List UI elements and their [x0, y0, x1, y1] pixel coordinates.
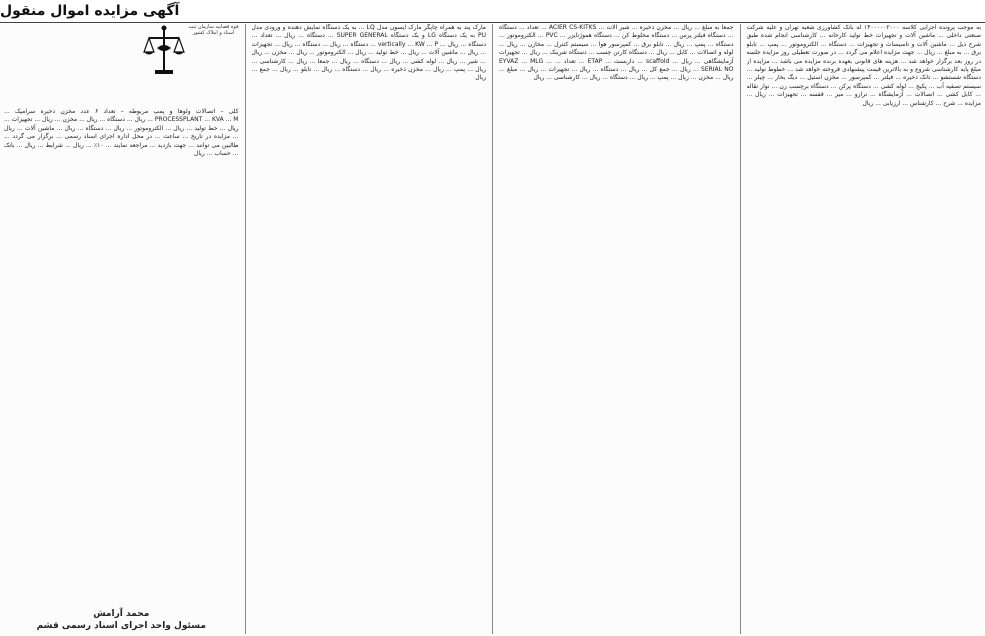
notice-title: آگهی مزایده اموال منقول — [0, 3, 180, 19]
column-text: مارک پند به همراه چاپگر مارک ایسون مدل LQ ... به یک دستگاه نمایش دهنده و ورودی مدل PU به یک دستگاه LG و یک دستگاه SUPER GENERAL ... دستگاه ... ریال ... تعداد ... دستگاه ... ریال ... vertically ... KW ... P ... دستگاه ... ریال ... دستگاه ... ریال ... تجهیزات ... ریال ... ماشین آلات ... ریال ... خط تولید ... ریال ... الکتروموتور ... ریال ... مخزن ... ریال ... شیر ... ریال ... لوله کشی ... ریال ... دستگاه ... ریال ... جمعا ... ریال ... کارشناسی ... ریال ... پمپ ... ریال ... مخزن ذخیره ... ریال ... دستگاه ... ریال ... تابلو ... ریال ... جمع ... ریال — [251, 24, 486, 82]
signature-name: محمد آرامش — [93, 609, 150, 619]
column-divider — [740, 24, 741, 634]
column-text: کلی – اتصالات ولوها و پمپ مربوطه – تعداد ۶ عدد مخزن ذخیره سرامیک ... PROCESSPLANT ... KVA ... M ... ریال ... دستگاه ... ریال ... مخزن ... ریال ... تجهیزات ... ریال ... خط تولید ... ریال ... الکتروموتور ... ریال ... دستگاه ... ریال ... ماشین آلات ... ریال ... مزایده در تاریخ ... ساعت ... در محل اداره اجرای اسناد رسمی ... برگزار می گردد ... طالبین می توانند ... جهت بازدید ... مراجعه نمایند ... ۱۰٪ ... ریال ... شرایط ... ریال ... بانک ... حساب ... ریال — [4, 108, 239, 158]
column-divider — [245, 24, 246, 634]
column-divider — [492, 24, 493, 634]
column-text: جمعا به مبلغ ... ریال ... مخزن ذخیره ... شیر آلات ... ACIER CS-KITKS ... تعداد ... دستگاه ... دستگاه فیلتر پرس ... دستگاه مخلوط کن ... دستگاه هموژنایزر ... PVC ... الکتروموتور ... دستگاه ... پمپ ... ریال ... تابلو برق ... کمپرسور هوا ... سیستم کنترل ... مخازن ... ریال ... لوله و اتصالات ... کابل ... ریال ... دستگاه کارتن چسب ... دستگاه شرینک ... ریال ... تجهیزات آزمایشگاهی ... ریال ... scaffold ... داربست ... ETAP ... تعداد ... EYVAZ ... MLG ... SERIAL NO ... ریال ... جمع کل ... ریال ... دستگاه ... ریال ... تجهیزات ... ریال ... مبلغ ... ریال ... مخزن ... ریال ... پمپ ... ریال ... دستگاه ... ریال ... کارشناسی ... ریال — [499, 24, 734, 82]
judiciary-emblem-icon — [143, 24, 185, 80]
emblem-area — [4, 24, 239, 104]
notice-body — [4, 24, 981, 634]
title-bar — [0, 0, 985, 23]
text-column-2 — [499, 24, 734, 634]
emblem-caption: قوه قضاییه سازمان ثبت اسناد و املاک کشور — [188, 24, 239, 36]
text-column-3 — [252, 24, 487, 634]
column-text: به موجب پرونده اجرایی کلاسه ۱۴۰۰۰۰۰۲۰۰۰ له بانک کشاورزی شعبه تهران و علیه شرکت صنعتی داخلی ... ماشین آلات و تجهیزات خط تولید کارخانه ... کارشناسی انجام شده طبق شرح ذیل ... ماشین آلات و تاسیسات و تجهیزات ... دستگاه ... الکتروموتور ... پمپ ... تابلو برق ... به مبلغ ... ریال ... جهت مزایده اعلام می گردد ... در صورت تعطیلی روز مزایده جلسه در روز بعد برگزار خواهد شد ... هزینه های قانونی بعهده برنده مزایده می باشد ... مزایده از مبلغ پایه کارشناسی شروع و به بالاترین قیمت پیشنهادی فروخته خواهد شد ... خطوط تولید ... دستگاه شستشو ... تانک ذخیره ... فیلتر ... کمپرسور ... مخزن استیل ... دیگ بخار ... چیلر ... سیستم تصفیه آب ... پکیج ... لوله کشی ... دستگاه پرکن ... دستگاه برچسب زن ... نوار نقاله ... کابل کشی ... اتصالات ... آزمایشگاه ... ترازو ... میز ... قفسه ... تجهیزات ... ریال ... مزایده ... شرح ... کارشناس ... ارزیابی ... ریال — [746, 24, 981, 107]
signature-block — [4, 606, 239, 632]
text-column-1 — [747, 24, 982, 634]
signature-role: مسئول واحد اجرای اسناد رسمی قشم — [36, 621, 206, 631]
text-column-4 — [4, 24, 239, 634]
